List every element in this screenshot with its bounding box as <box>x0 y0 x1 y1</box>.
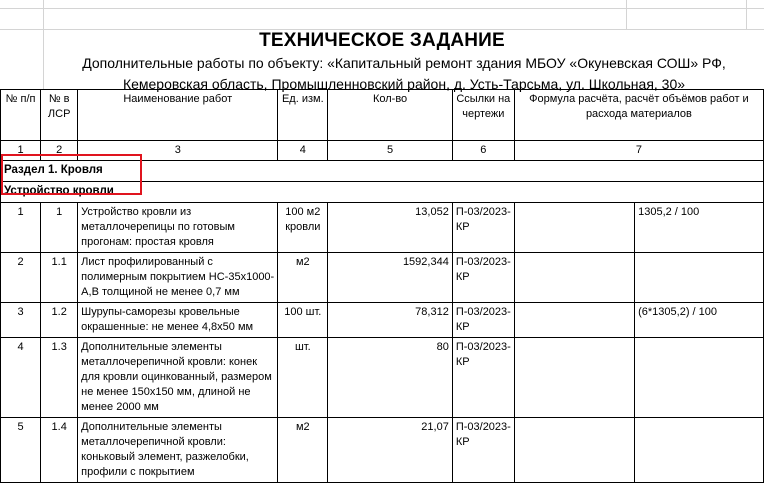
cell-quantity[interactable]: 13,052 <box>328 203 453 253</box>
section-row <box>1 161 764 182</box>
gridline <box>746 0 747 30</box>
table-row <box>1 418 764 483</box>
cell-formula[interactable]: (6*1305,2) / 100 <box>635 303 764 338</box>
cell-formula-empty[interactable] <box>514 253 634 303</box>
header-cell-formula[interactable]: Формула расчёта, расчёт объёмов работ и расхода материалов <box>514 90 763 141</box>
work-table <box>0 89 764 483</box>
cell-formula[interactable]: 1305,2 / 100 <box>635 203 764 253</box>
gridline <box>626 0 627 30</box>
cell-lsr-number[interactable]: 1.4 <box>41 418 78 483</box>
cell-unit[interactable]: 100 м2 кровли <box>278 203 328 253</box>
gridline <box>0 8 764 9</box>
cell-row-number[interactable]: 1 <box>1 203 41 253</box>
cell-work-name[interactable]: Лист профилированный с полимерным покрытием НС-35х1000-А,В толщиной не менее 0,7 мм <box>78 253 278 303</box>
cell-lsr-number[interactable]: 1.3 <box>41 338 78 418</box>
cell-formula-empty[interactable] <box>514 203 634 253</box>
cell-quantity[interactable]: 21,07 <box>328 418 453 483</box>
column-number-cell[interactable]: 3 <box>78 141 278 161</box>
column-number-cell[interactable]: 6 <box>452 141 514 161</box>
cell-unit[interactable]: м2 <box>278 418 328 483</box>
cell-drawing-ref[interactable]: П-03/2023-КР <box>452 253 514 303</box>
cell-quantity[interactable]: 78,312 <box>328 303 453 338</box>
column-number-cell[interactable]: 4 <box>278 141 328 161</box>
header-cell-drawings[interactable]: Ссылки на чертежи <box>452 90 514 141</box>
cell-lsr-number[interactable]: 1.2 <box>41 303 78 338</box>
cell-formula-empty[interactable] <box>514 418 634 483</box>
cell-work-name[interactable]: Дополнительные элементы металлочерепичной кровли: конек для кровли оцинкованный, размером не менее 150х150 мм, длиной не менее 2000 мм <box>78 338 278 418</box>
cell-row-number[interactable]: 2 <box>1 253 41 303</box>
column-number-cell[interactable]: 5 <box>328 141 453 161</box>
cell-formula[interactable] <box>635 418 764 483</box>
cell-quantity[interactable]: 80 <box>328 338 453 418</box>
table-row <box>1 253 764 303</box>
cell-work-name[interactable]: Шурупы-саморезы кровельные окрашенные: не менее 4,8х50 мм <box>78 303 278 338</box>
cell-drawing-ref[interactable]: П-03/2023-КР <box>452 203 514 253</box>
column-number-row <box>1 141 764 161</box>
cell-drawing-ref[interactable]: П-03/2023-КР <box>452 338 514 418</box>
subsection-title[interactable]: Устройство кровли <box>1 182 764 203</box>
cell-unit[interactable]: м2 <box>278 253 328 303</box>
cell-lsr-number[interactable]: 1.1 <box>41 253 78 303</box>
column-number-cell[interactable]: 7 <box>514 141 763 161</box>
cell-row-number[interactable]: 3 <box>1 303 41 338</box>
table-row <box>1 303 764 338</box>
cell-lsr-number[interactable]: 1 <box>41 203 78 253</box>
header-cell-quantity[interactable]: Кол-во <box>328 90 453 141</box>
cell-work-name[interactable]: Устройство кровли из металлочерепицы по готовым прогонам: простая кровля <box>78 203 278 253</box>
cell-drawing-ref[interactable]: П-03/2023-КР <box>452 303 514 338</box>
header-cell-unit[interactable]: Ед. изм. <box>278 90 328 141</box>
subsection-row <box>1 182 764 203</box>
column-number-cell[interactable]: 1 <box>1 141 41 161</box>
cell-work-name[interactable]: Дополнительные элементы металлочерепичной кровли: коньковый элемент, разжелобки, профили с покрытием <box>78 418 278 483</box>
cell-drawing-ref[interactable]: П-03/2023-КР <box>452 418 514 483</box>
cell-quantity[interactable]: 1592,344 <box>328 253 453 303</box>
cell-unit[interactable]: шт. <box>278 338 328 418</box>
cell-formula-empty[interactable] <box>514 338 634 418</box>
cell-formula-empty[interactable] <box>514 303 634 338</box>
section-title[interactable]: Раздел 1. Кровля <box>1 161 764 182</box>
cell-row-number[interactable]: 4 <box>1 338 41 418</box>
table-row <box>1 338 764 418</box>
cell-row-number[interactable]: 5 <box>1 418 41 483</box>
table-header-row <box>1 90 764 141</box>
header-cell-number[interactable]: № п/п <box>1 90 41 141</box>
table-row <box>1 203 764 253</box>
cell-unit[interactable]: 100 шт. <box>278 303 328 338</box>
document-subtitle-line1: Дополнительные работы по объекту: «Капитальный ремонт здания МБОУ «Окуневская СОШ» РФ, <box>82 55 726 71</box>
cell-formula[interactable] <box>635 338 764 418</box>
cell-formula[interactable] <box>635 253 764 303</box>
document-subtitle-line2: Кемеровская область, Промышленновский район, д. Усть-Тарсьма, ул. Школьная, 30» <box>122 76 686 92</box>
header-cell-lsr[interactable]: № в ЛСР <box>41 90 78 141</box>
header-cell-work-name[interactable]: Наименование работ <box>78 90 278 141</box>
document-title: ТЕХНИЧЕСКОЕ ЗАДАНИЕ <box>259 30 505 51</box>
column-number-cell[interactable]: 2 <box>41 141 78 161</box>
